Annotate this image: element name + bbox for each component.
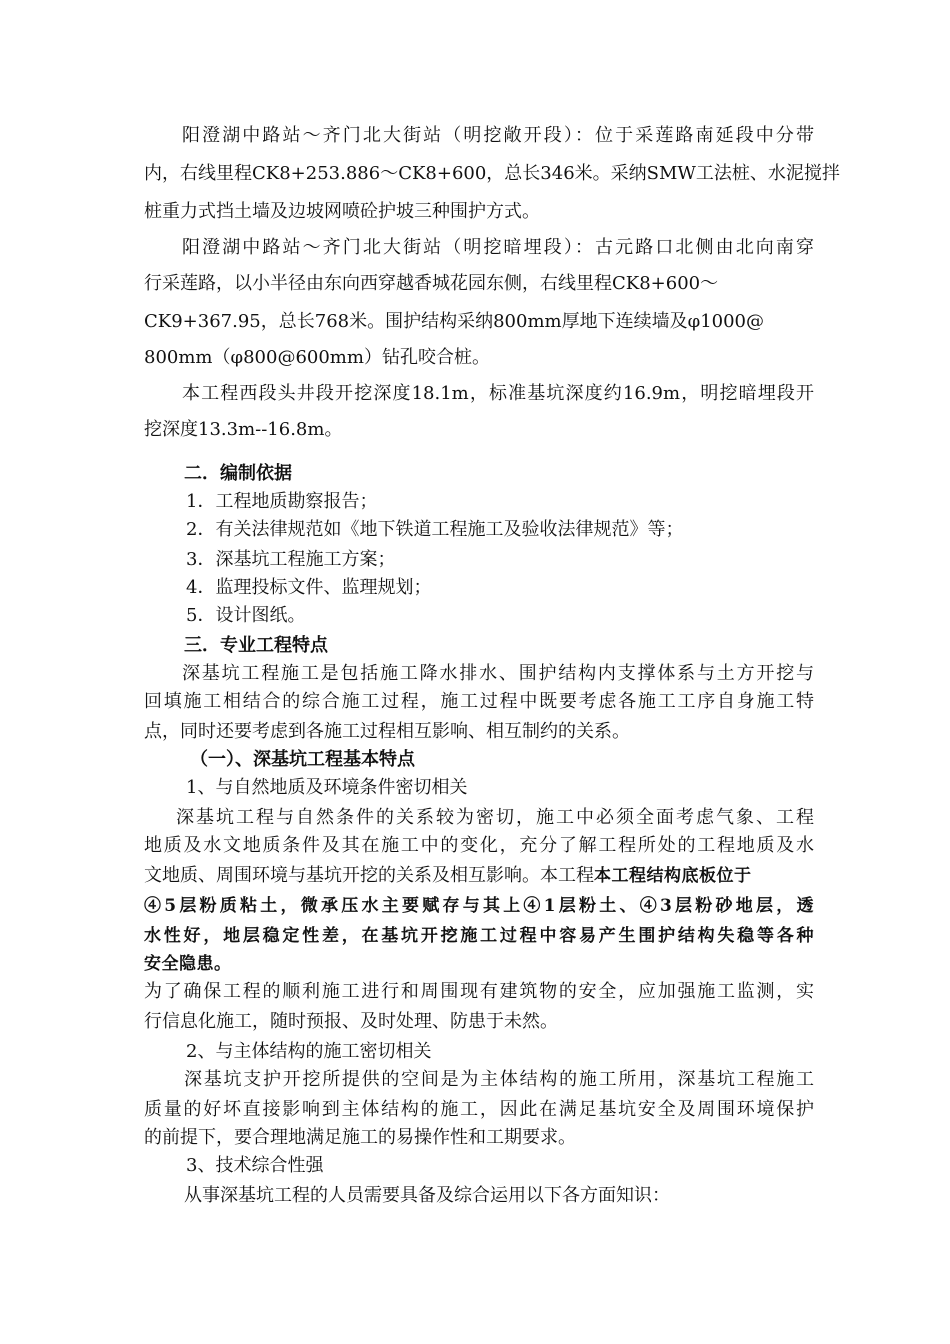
section-heading: 三．专业工程特点 [184, 635, 328, 656]
emphasis-line: 安全隐患。 [144, 954, 232, 974]
paragraph-line: 行信息化施工，随时预报、及时处理、防患于未然。 [144, 1011, 558, 1032]
section-heading: 二．编制依据 [184, 463, 292, 484]
paragraph-line: 点，同时还要考虑到各施工过程相互影响、相互制约的关系。 [144, 721, 630, 742]
paragraph-text: 文地质、周围环境与基坑开挖的关系及相互影响。本工程 [144, 865, 594, 886]
list-item: 1．工程地质勘察报告； [186, 491, 378, 512]
paragraph-line: 深基坑支护开挖所提供的空间是为主体结构的施工所用，深基坑工程施工 [184, 1069, 814, 1090]
emphasis-text: 本工程结构底板位于 [594, 866, 752, 886]
paragraph-line-mixed [144, 864, 814, 888]
paragraph-line: 质量的好坏直接影响到主体结构的施工，因此在满足基坑安全及周围环境保护 [144, 1099, 814, 1120]
paragraph-line: 深基坑工程与自然条件的关系较为密切，施工中必须全面考虑气象、工程 [176, 807, 814, 828]
emphasis-line: ④5层粉质粘土，微承压水主要赋存与其上④1层粉土、④3层粉砂地层，透 [144, 896, 814, 916]
item-title: 3、技术综合性强 [186, 1155, 324, 1176]
paragraph-line: 地质及水文地质条件及其在施工中的变化，充分了解工程所处的工程地质及水 [144, 835, 814, 856]
paragraph-line: 桩重力式挡土墙及边坡网喷砼护坡三种围护方式。 [144, 201, 540, 222]
paragraph-line: 为了确保工程的顺利施工进行和周围现有建筑物的安全，应加强施工监测，实 [144, 981, 814, 1002]
list-item: 2．有关法律规范如《地下铁道工程施工及验收法律规范》等； [186, 519, 684, 540]
item-title: 1、与自然地质及环境条件密切相关 [186, 777, 468, 798]
paragraph-line: 行采莲路，以小半径由东向西穿越香城花园东侧，右线里程CK8+600～ [144, 273, 719, 294]
paragraph-line: CK9+367.95，总长768米。围护结构采纳800mm厚地下连续墙及φ1000@ [144, 311, 764, 332]
emphasis-line: 水性好，地层稳定性差，在基坑开挖施工过程中容易产生围护结构失稳等各种 [144, 926, 814, 946]
paragraph-line: 阳澄湖中路站～齐门北大街站（明挖暗埋段）：古元路口北侧由北向南穿 [182, 237, 814, 258]
paragraph-line: 阳澄湖中路站～齐门北大街站（明挖敞开段）：位于采莲路南延段中分带 [182, 125, 814, 146]
paragraph-line: 800mm（φ800@600mm）钻孔咬合桩。 [144, 347, 490, 368]
paragraph-line: 的前提下，要合理地满足施工的易操作性和工期要求。 [144, 1127, 576, 1148]
list-item: 4．监理投标文件、监理规划； [186, 577, 432, 598]
paragraph-line: 本工程西段头井段开挖深度18.1m，标准基坑深度约16.9m，明挖暗埋段开 [182, 383, 814, 404]
paragraph-line: 回填施工相结合的综合施工过程，施工过程中既要考虑各施工工序自身施工特 [144, 691, 814, 712]
list-item: 3．深基坑工程施工方案； [186, 549, 396, 570]
paragraph-line: 从事深基坑工程的人员需要具备及综合运用以下各方面知识： [184, 1185, 670, 1206]
paragraph-line: 内，右线里程CK8+253.886～CK8+600，总长346米。采纳SMW工法桩、水泥搅拌 [144, 163, 840, 184]
item-title: 2、与主体结构的施工密切相关 [186, 1041, 432, 1062]
subsection-heading: （一）、深基坑工程基本特点 [190, 749, 415, 770]
paragraph-line: 深基坑工程施工是包括施工降水排水、围护结构内支撑体系与土方开挖与 [182, 663, 814, 684]
list-item: 5．设计图纸。 [186, 605, 306, 626]
paragraph-line: 挖深度13.3m--16.8m。 [144, 419, 343, 440]
